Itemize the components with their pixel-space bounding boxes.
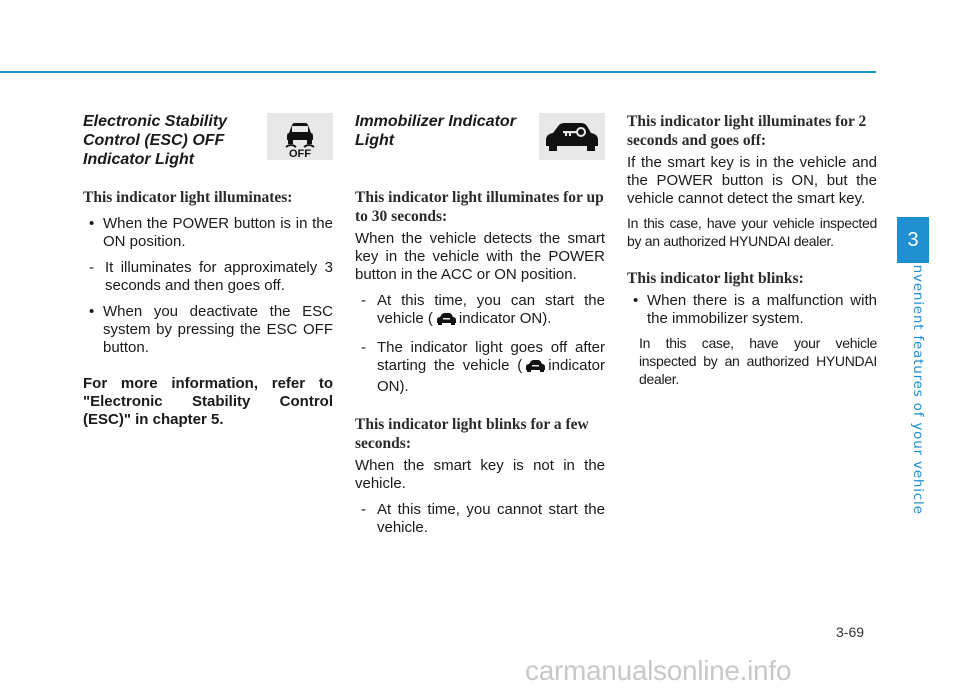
list-item: • When the POWER button is in the ON position.: [83, 215, 333, 251]
column-immobilizer: [355, 112, 605, 537]
esc-off-icon-label: OFF: [289, 147, 311, 158]
chapter-number: 3: [907, 228, 919, 251]
info-paragraph: [83, 375, 333, 429]
list-item-text: At this time, you cannot start the vehicle.: [377, 501, 605, 536]
subheading: This indicator light illuminates for up to 30 seconds:: [355, 189, 604, 225]
heading-line: Electronic Stability: [83, 113, 228, 130]
paragraph: In this case, have your vehicle inspected by an authorized HYUNDAI dealer.: [627, 215, 877, 249]
heading-line: Light: [355, 132, 395, 149]
heading-line: Indicator Light: [83, 151, 195, 168]
immobilizer-heading: [355, 112, 535, 150]
list-item: - It illuminates for approximately 3 seconds and then goes off.: [89, 259, 333, 294]
column-immobilizer-cont: [627, 112, 877, 388]
list-item: • When there is a malfunction with the immobilizer system.: [627, 292, 877, 328]
watermark: carmanualsonline.info: [525, 655, 792, 686]
list-item: - At this time, you can start the vehicle ( indicator ON).: [355, 292, 605, 331]
paragraph: When the smart key is not in the vehicle.: [355, 457, 605, 492]
list-item-text: It illuminates for approximately 3 seconds and then goes off.: [105, 259, 333, 294]
paragraph: If the smart key is in the vehicle and the POWER button is ON, but the vehicle cannot detect the smart key.: [627, 154, 877, 207]
immobilizer-indicator-box: [539, 113, 605, 160]
info-prefix: For more information, refer to ": [83, 375, 333, 410]
list-item: • When you deactivate the ESC system by pressing the ESC OFF button.: [83, 303, 333, 357]
heading-line: Immobilizer Indicator: [355, 113, 516, 130]
subheading: This indicator light blinks for a few seconds:: [355, 416, 589, 452]
heading-line: Control (ESC) OFF: [83, 132, 225, 149]
list-item: - The indicator light goes off after starting the vehicle ( indicator ON).: [361, 339, 605, 395]
list-item-text: indicator ON).: [377, 357, 605, 395]
page-number: 3-69: [836, 624, 865, 640]
subheading: This indicator light illuminates:: [83, 189, 293, 206]
esc-off-indicator-box: [267, 113, 333, 160]
subheading: This indicator light blinks:: [627, 270, 804, 287]
chapter-title: Convenient features of your vehicle: [910, 245, 926, 515]
list-item-text: The indicator light goes off after starting the vehicle (: [377, 339, 605, 374]
car-key-icon: [543, 120, 601, 154]
info-reference: Electronic Stability Control (ESC): [83, 393, 333, 428]
car-key-icon: [435, 312, 457, 331]
car-key-icon: [524, 359, 546, 378]
top-rule: [0, 71, 876, 73]
list-item: - At this time, you cannot start the vehicle.: [361, 501, 605, 536]
esc-off-heading: [83, 112, 263, 169]
list-item-text: At this time, you can start the vehicle (: [377, 292, 605, 327]
list-item-text: indicator ON).: [458, 310, 552, 327]
esc-off-icon: [280, 116, 320, 158]
paragraph: In this case, have your vehicle inspected by an authorized HYUNDAI dealer.: [639, 335, 877, 387]
subheading: This indicator light illuminates for 2 seconds and goes off:: [627, 113, 867, 149]
paragraph: When the vehicle detects the smart key in the vehicle with the POWER button in the ACC or ON position.: [355, 230, 605, 283]
info-suffix: " in chapter 5.: [123, 411, 224, 428]
